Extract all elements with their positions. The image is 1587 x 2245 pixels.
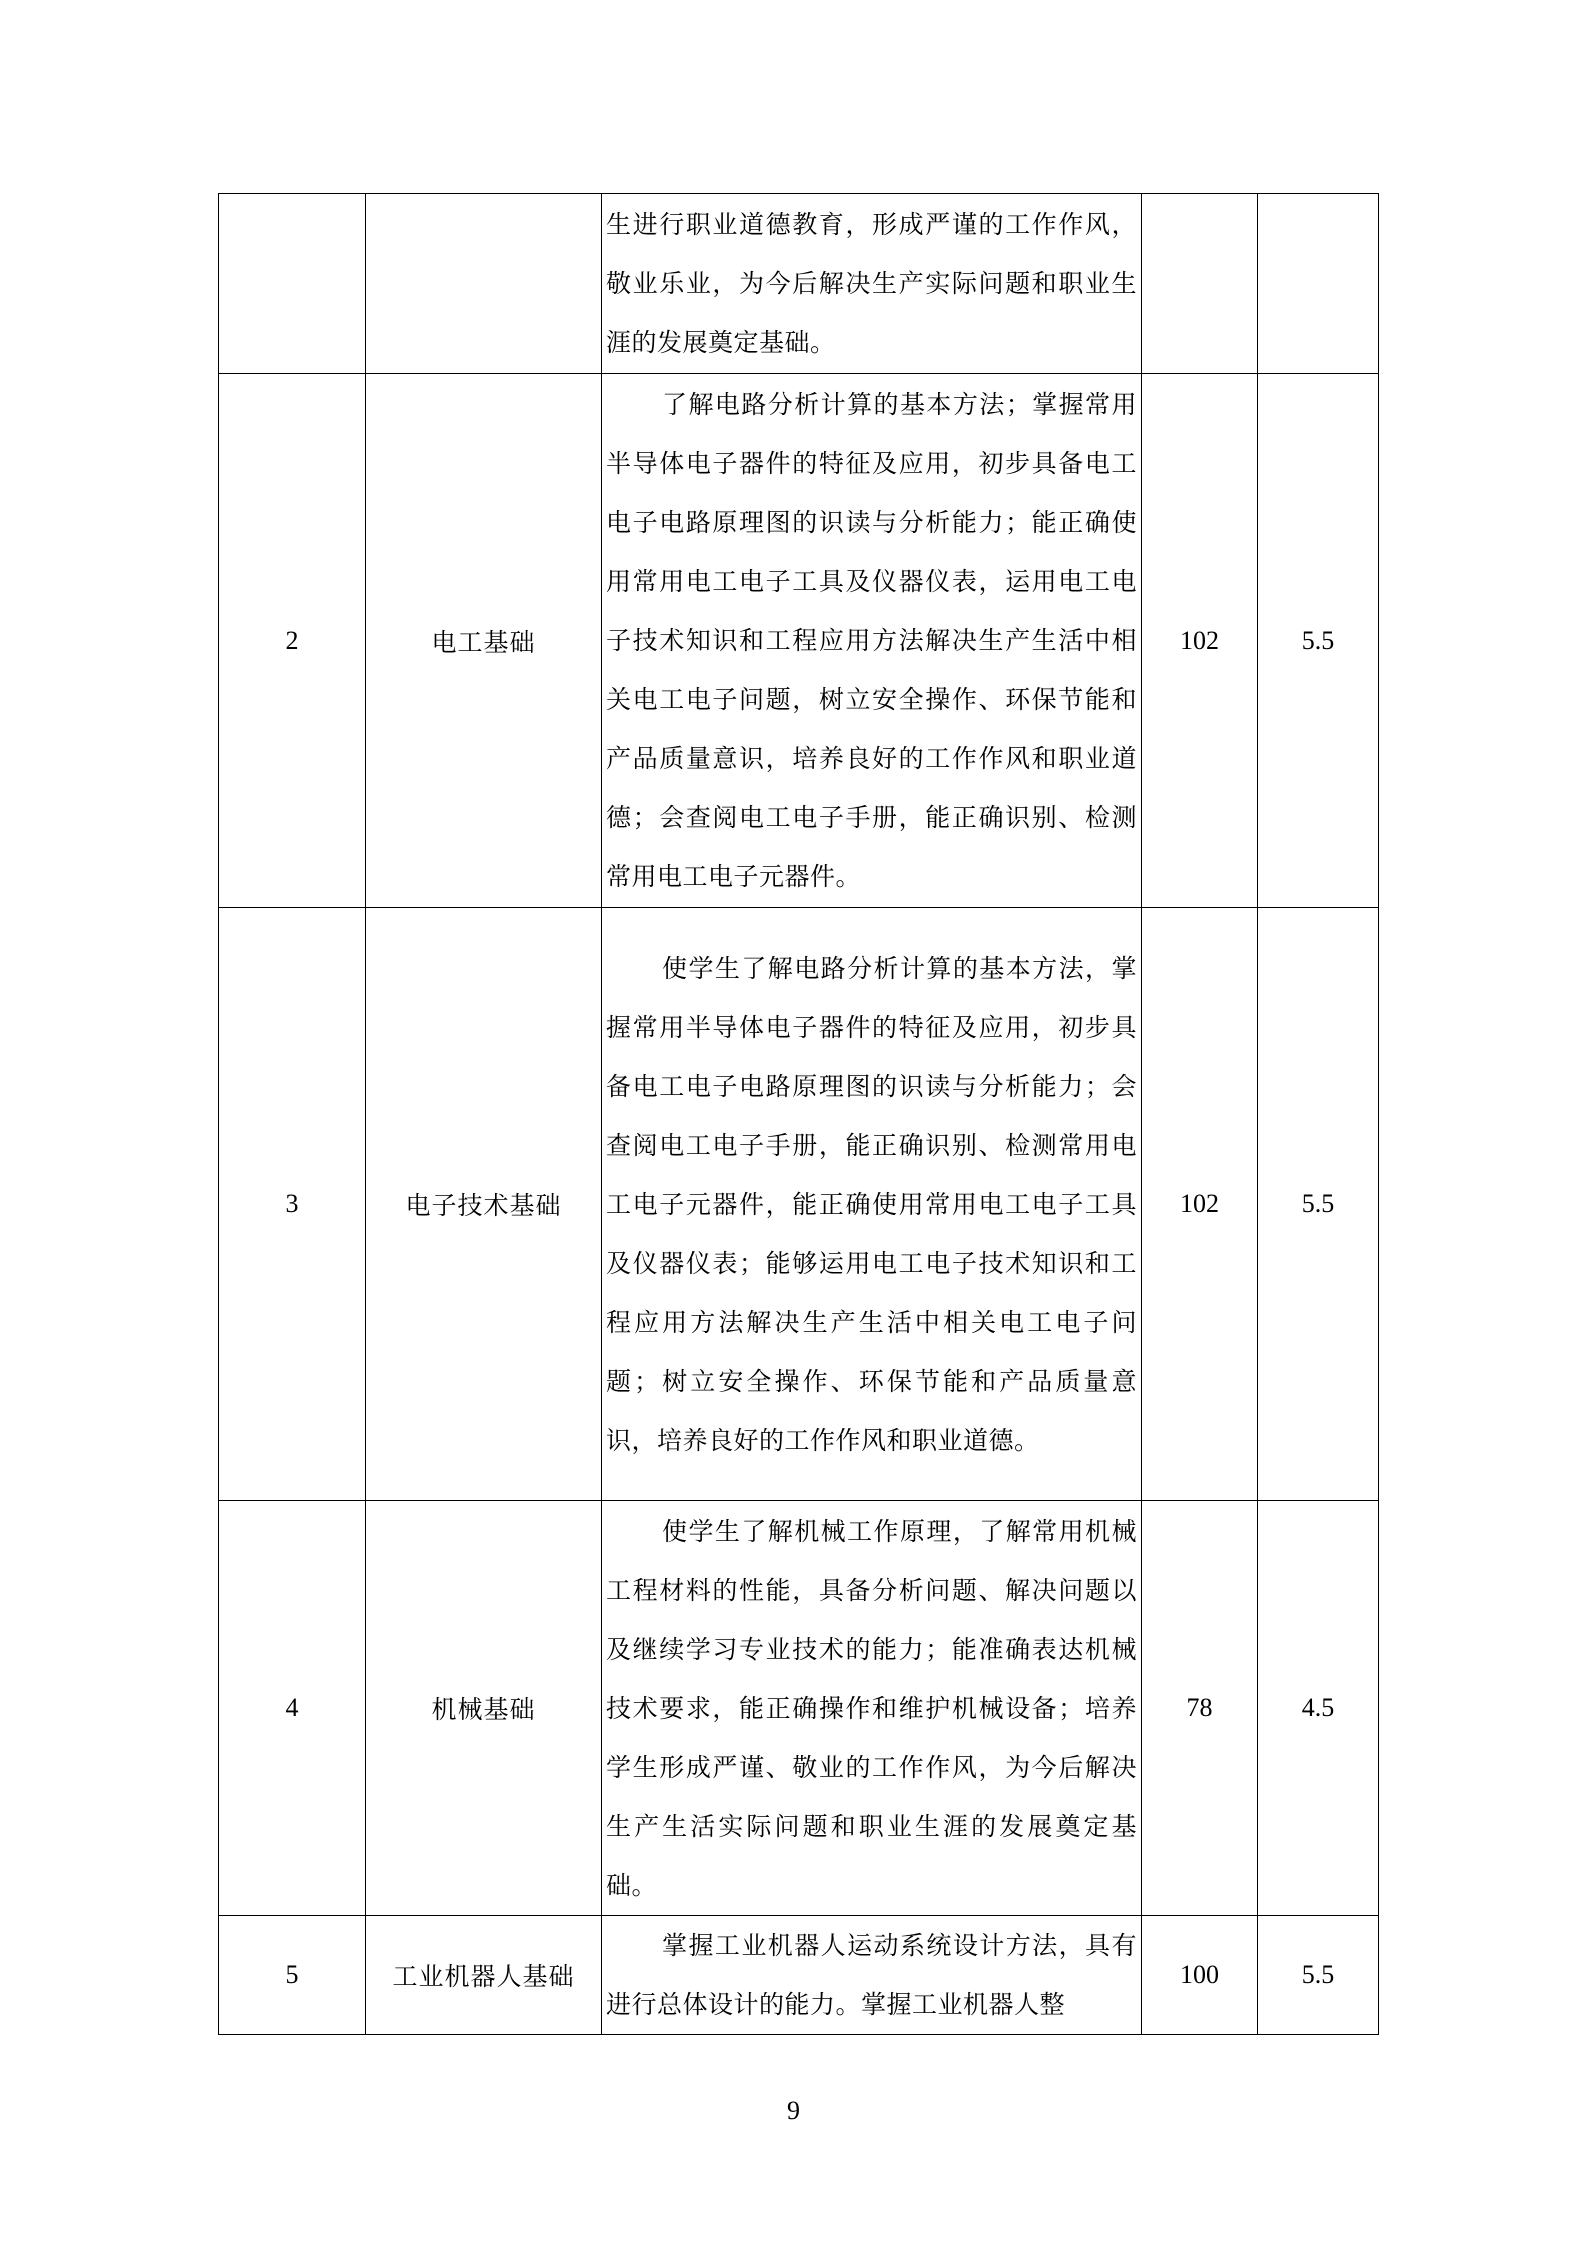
course-credits: 5.5 [1258, 374, 1379, 908]
row-number: 2 [219, 374, 366, 908]
course-description: 掌握工业机器人运动系统设计方法，具有进行总体设计的能力。掌握工业机器人整 [606, 1931, 1137, 2019]
course-description: 使学生了解机械工作原理，了解常用机械工程材料的性能，具备分析问题、解决问题以及继续学习专业技术的能力；能准确表达机械技术要求，能正确操作和维护机械设备；培养学生形成严谨、敬业的工作作风，为今后解决生产生活实际问题和职业生涯的发展奠定基础。 [606, 1516, 1137, 1900]
course-description: 使学生了解电路分析计算的基本方法，掌握常用半导体电子器件的特征及应用，初步具备电工电子电路原理图的识读与分析能力；会查阅电工电子手册，能正确识别、检测常用电工电子元器件，能正确使用常用电工电子工具及仪器仪表；能够运用电工电子技术知识和工程应用方法解决生产生活中相关电工电子问题；树立安全操作、环保节能和产品质量意识，培养良好的工作作风和职业道德。 [606, 953, 1137, 1455]
course-credits [1258, 194, 1379, 374]
table-row [219, 1501, 1379, 1916]
table-row [219, 374, 1379, 908]
row-number: 4 [219, 1501, 366, 1916]
course-hours [1142, 194, 1258, 374]
course-hours: 100 [1142, 1916, 1258, 2035]
course-description: 生进行职业道德教育，形成严谨的工作作风，敬业乐业，为今后解决生产实际问题和职业生涯的发展奠定基础。 [606, 210, 1137, 357]
table-row [219, 908, 1379, 1501]
course-name [366, 194, 602, 374]
page-number: 9 [787, 2096, 800, 2125]
course-description-cell [602, 908, 1142, 1501]
course-credits: 4.5 [1258, 1501, 1379, 1916]
course-credits: 5.5 [1258, 908, 1379, 1501]
course-description-cell [602, 374, 1142, 908]
course-name: 工业机器人基础 [366, 1916, 602, 2035]
course-description-cell [602, 1501, 1142, 1916]
course-description-cell [602, 1916, 1142, 2035]
course-hours: 78 [1142, 1501, 1258, 1916]
row-number: 3 [219, 908, 366, 1501]
row-number: 5 [219, 1916, 366, 2035]
course-hours: 102 [1142, 374, 1258, 908]
course-description: 了解电路分析计算的基本方法；掌握常用半导体电子器件的特征及应用，初步具备电工电子电路原理图的识读与分析能力；能正确使用常用电工电子工具及仪器仪表，运用电工电子技术知识和工程应用方法解决生产生活中相关电工电子问题，树立安全操作、环保节能和产品质量意识，培养良好的工作作风和职业道德；会查阅电工电子手册，能正确识别、检测常用电工电子元器件。 [606, 390, 1137, 891]
row-number [219, 194, 366, 374]
course-name: 电工基础 [366, 374, 602, 908]
course-hours: 102 [1142, 908, 1258, 1501]
table-row [219, 194, 1379, 374]
course-name: 电子技术基础 [366, 908, 602, 1501]
course-table [218, 193, 1379, 2035]
course-credits: 5.5 [1258, 1916, 1379, 2035]
table-row [219, 1916, 1379, 2035]
course-description-cell [602, 194, 1142, 374]
course-name: 机械基础 [366, 1501, 602, 1916]
